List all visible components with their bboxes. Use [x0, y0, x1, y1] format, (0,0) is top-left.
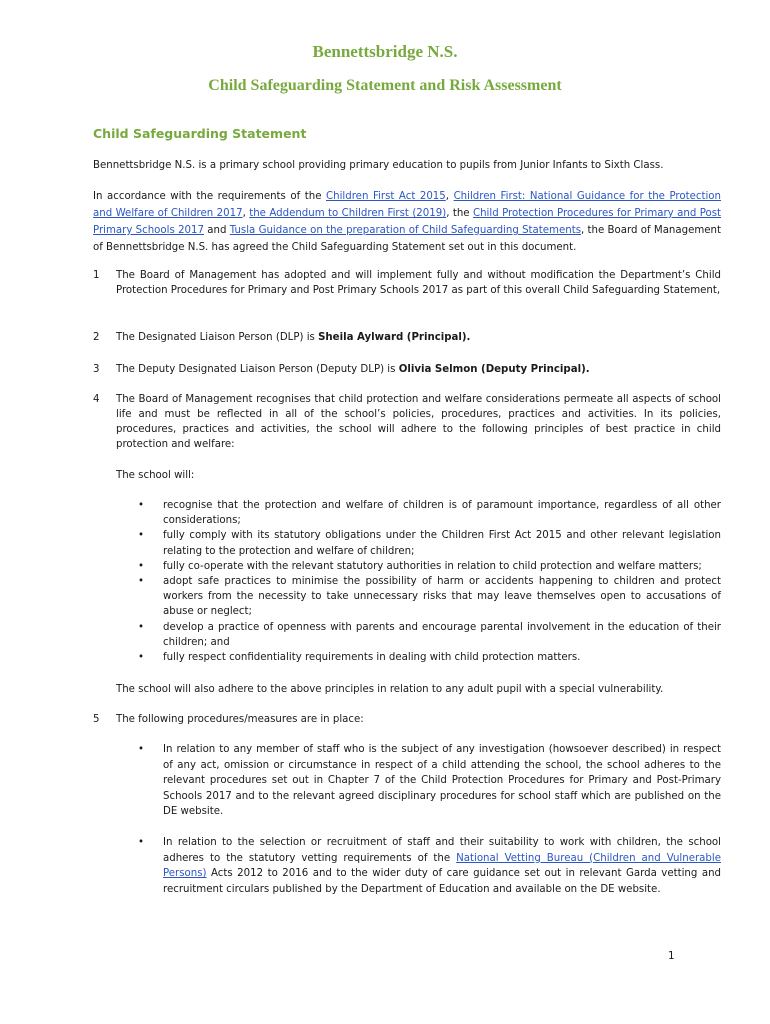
list-item: [138, 742, 721, 820]
principle-text: recognise that the protection and welfare of children is of paramount importance, regardless of all other considerations;: [163, 500, 721, 527]
measure-text: Acts 2012 to 2016 and to the wider duty of care guidance set out in relevant Garda vetting and recruitment circulars published by the Department of Education and available on the DE website.: [163, 868, 721, 895]
adult-pupil-note: The school will also adhere to the above principles in relation to any adult pupil with a special vulnerability.: [116, 684, 664, 695]
link-tusla-guidance[interactable]: Tusla Guidance on the preparation of Child Safeguarding Statements: [229, 225, 582, 236]
bullet-icon: •: [138, 621, 145, 633]
item-text: [116, 362, 721, 377]
list-item: [138, 574, 721, 620]
item-text: [116, 330, 721, 345]
bullet-icon: •: [138, 837, 145, 848]
principle-text: adopt safe practices to minimise the possibility of harm or accidents happening to children and protect workers from the necessity to take unnecessary risks that may leave themselves open to accusations of abuse or neglect;: [163, 576, 721, 618]
item-number: 1: [93, 270, 100, 281]
list-item: [138, 835, 721, 897]
list-item: [138, 650, 721, 665]
intro-text: and: [204, 225, 230, 236]
school-name-title: Bennettsbridge N.S.: [312, 42, 458, 61]
intro-paragraph-2: [93, 188, 721, 256]
item-text: The Board of Management has adopted and will implement fully and without modification the Department’s Child Protection Procedures for Primary and Post Primary Schools 2017 as part of this overall Child Safeguarding Statement,: [116, 270, 721, 296]
item-number: 5: [93, 714, 100, 725]
principle-text: fully co-operate with the relevant statutory authorities in relation to child protection and welfare matters;: [163, 560, 702, 572]
bullet-icon: •: [138, 500, 145, 511]
measure-item-1: [138, 742, 721, 820]
measure-text: In relation to the selection or recruitment of staff and their suitability to work with children, the school adheres to the statutory vetting requirements of the: [163, 837, 721, 864]
principle-text: develop a practice of openness with parents and encourage parental involvement in the education of their children; and: [163, 621, 721, 648]
principle-text: fully comply with its statutory obligations under the Children First Act 2015 and other relevant legislation relating to the protection and welfare of children;: [163, 530, 721, 557]
link-national-vetting-bureau[interactable]: National Vetting Bureau (Children and Vulnerable Persons): [163, 852, 721, 879]
list-item: [138, 528, 721, 558]
list-item: [138, 559, 721, 574]
intro-text: , the: [446, 208, 473, 219]
item-number: 2: [93, 332, 100, 343]
bullet-icon: •: [138, 530, 145, 542]
list-item: [138, 620, 721, 650]
bullet-icon: •: [138, 744, 145, 755]
bullet-icon: •: [138, 576, 145, 588]
deputy-dlp-label: The Deputy Designated Liaison Person (Deputy DLP) is: [116, 364, 399, 375]
measure-text: In relation to any member of staff who is the subject of any investigation (howsoever described) in respect of any act, omission or circumstance in respect of a child attending the school, the school adheres to the relevant procedures set out in Chapter 7 of the Child Protection Procedures for Primary and Post-Primary Schools 2017 and to the relevant agreed disciplinary procedures for school staff which are published on the DE website.: [163, 744, 721, 817]
intro-text: In accordance with the requirements of the: [93, 191, 327, 202]
dlp-name: Sheila Aylward (Principal).: [318, 332, 471, 343]
page-number: 1: [668, 950, 675, 962]
school-will-label: The school will:: [116, 470, 195, 481]
list-item-5: [93, 712, 721, 727]
list-item-4: [93, 392, 721, 452]
item-number: 4: [93, 394, 100, 405]
section-heading: Child Safeguarding Statement: [93, 126, 307, 141]
link-children-first-act[interactable]: Children First Act 2015: [326, 191, 446, 202]
item-number: 3: [93, 364, 100, 375]
bullet-icon: •: [138, 560, 145, 572]
intro-text: , the Board of Management of Bennettsbridge N.S. has agreed the Child Safeguarding Statement set out in this document.: [93, 225, 722, 253]
bullet-icon: •: [138, 652, 145, 664]
intro-text: ,: [242, 208, 250, 219]
link-national-guidance[interactable]: Children First: National Guidance for the Protection and Welfare of Children 2017: [93, 191, 721, 219]
item-text: The following procedures/measures are in place:: [116, 714, 364, 725]
intro-text: ,: [445, 191, 454, 202]
principles-list: [138, 498, 721, 665]
list-item-3: [93, 362, 721, 377]
list-item-2: [93, 330, 721, 345]
list-item: [138, 498, 721, 528]
intro-paragraph-1: Bennettsbridge N.S. is a primary school providing primary education to pupils from Junior Infants to Sixth Class.: [93, 160, 664, 171]
item-text: The Board of Management recognises that child protection and welfare considerations permeate all aspects of school life and must be reflected in all of the school’s policies, procedures, practices and activities. In its policies, procedures, practices and activities, the school will adhere to the following principles of best practice in child protection and welfare:: [116, 394, 721, 450]
list-item-1: [93, 268, 721, 298]
deputy-dlp-name: Olivia Selmon (Deputy Principal).: [398, 364, 590, 375]
link-addendum[interactable]: the Addendum to Children First (2019): [249, 208, 447, 219]
principle-text: fully respect confidentiality requirements in dealing with child protection matters.: [163, 652, 581, 664]
document-title: Child Safeguarding Statement and Risk Assessment: [208, 77, 562, 94]
dlp-label: The Designated Liaison Person (DLP) is: [116, 332, 319, 343]
measure-item-2: [138, 835, 721, 897]
link-child-protection-procedures[interactable]: Child Protection Procedures for Primary and Post Primary Schools 2017: [93, 208, 722, 236]
